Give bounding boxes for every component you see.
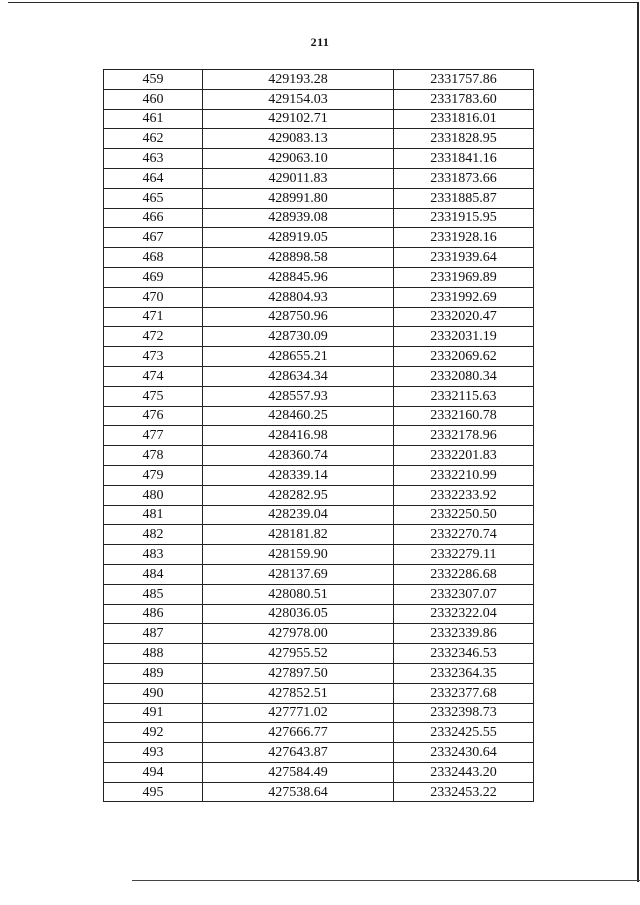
easting-cell: 428991.80	[203, 188, 394, 208]
table-row	[104, 782, 534, 802]
easting-cell: 428750.96	[203, 307, 394, 327]
table-row	[104, 644, 534, 664]
table-row	[104, 624, 534, 644]
easting-cell: 428416.98	[203, 426, 394, 446]
easting-cell: 428939.08	[203, 208, 394, 228]
easting-cell: 428634.34	[203, 366, 394, 386]
easting-cell: 428282.95	[203, 485, 394, 505]
table-row	[104, 743, 534, 763]
point-number-cell: 470	[104, 287, 203, 307]
table-row	[104, 188, 534, 208]
easting-cell: 428360.74	[203, 446, 394, 466]
northing-cell: 2332346.53	[394, 644, 534, 664]
northing-cell: 2332398.73	[394, 703, 534, 723]
point-number-cell: 487	[104, 624, 203, 644]
northing-cell: 2332430.64	[394, 743, 534, 763]
easting-cell: 428919.05	[203, 228, 394, 248]
point-number-cell: 475	[104, 386, 203, 406]
northing-cell: 2332279.11	[394, 545, 534, 565]
northing-cell: 2332307.07	[394, 584, 534, 604]
easting-cell: 428339.14	[203, 465, 394, 485]
point-number-cell: 464	[104, 168, 203, 188]
easting-cell: 429102.71	[203, 109, 394, 129]
northing-cell: 2331757.86	[394, 70, 534, 90]
easting-cell: 429011.83	[203, 168, 394, 188]
easting-cell: 427978.00	[203, 624, 394, 644]
northing-cell: 2332453.22	[394, 782, 534, 802]
easting-cell: 428804.93	[203, 287, 394, 307]
point-number-cell: 463	[104, 149, 203, 169]
easting-cell: 427643.87	[203, 743, 394, 763]
easting-cell: 428080.51	[203, 584, 394, 604]
coordinates-table	[103, 69, 534, 802]
point-number-cell: 459	[104, 70, 203, 90]
easting-cell: 427771.02	[203, 703, 394, 723]
northing-cell: 2332286.68	[394, 564, 534, 584]
northing-cell: 2332270.74	[394, 525, 534, 545]
point-number-cell: 474	[104, 366, 203, 386]
northing-cell: 2332233.92	[394, 485, 534, 505]
table-row	[104, 584, 534, 604]
table-row	[104, 703, 534, 723]
point-number-cell: 481	[104, 505, 203, 525]
northing-cell: 2332020.47	[394, 307, 534, 327]
northing-cell: 2332210.99	[394, 465, 534, 485]
table-row	[104, 228, 534, 248]
northing-cell: 2331816.01	[394, 109, 534, 129]
point-number-cell: 490	[104, 683, 203, 703]
point-number-cell: 467	[104, 228, 203, 248]
point-number-cell: 479	[104, 465, 203, 485]
point-number-cell: 484	[104, 564, 203, 584]
northing-cell: 2331828.95	[394, 129, 534, 149]
northing-cell: 2332425.55	[394, 723, 534, 743]
table-row	[104, 129, 534, 149]
point-number-cell: 478	[104, 446, 203, 466]
point-number-cell: 469	[104, 267, 203, 287]
easting-cell: 428460.25	[203, 406, 394, 426]
easting-cell: 427852.51	[203, 683, 394, 703]
northing-cell: 2331969.89	[394, 267, 534, 287]
table-row	[104, 604, 534, 624]
point-number-cell: 471	[104, 307, 203, 327]
table-row	[104, 89, 534, 109]
point-number-cell: 460	[104, 89, 203, 109]
easting-cell: 428730.09	[203, 327, 394, 347]
table-row	[104, 386, 534, 406]
easting-cell: 428137.69	[203, 564, 394, 584]
point-number-cell: 488	[104, 644, 203, 664]
easting-cell: 428845.96	[203, 267, 394, 287]
scan-edge-bottom	[132, 880, 640, 881]
table-row	[104, 70, 534, 90]
point-number-cell: 466	[104, 208, 203, 228]
northing-cell: 2332250.50	[394, 505, 534, 525]
easting-cell: 428557.93	[203, 386, 394, 406]
point-number-cell: 494	[104, 762, 203, 782]
table-row	[104, 525, 534, 545]
point-number-cell: 477	[104, 426, 203, 446]
table-row	[104, 168, 534, 188]
easting-cell: 427584.49	[203, 762, 394, 782]
easting-cell: 428655.21	[203, 347, 394, 367]
table-row	[104, 208, 534, 228]
northing-cell: 2332178.96	[394, 426, 534, 446]
northing-cell: 2331928.16	[394, 228, 534, 248]
easting-cell: 428159.90	[203, 545, 394, 565]
easting-cell: 429193.28	[203, 70, 394, 90]
point-number-cell: 495	[104, 782, 203, 802]
table-row	[104, 406, 534, 426]
table-row	[104, 564, 534, 584]
table-row	[104, 327, 534, 347]
point-number-cell: 489	[104, 663, 203, 683]
northing-cell: 2332115.63	[394, 386, 534, 406]
point-number-cell: 486	[104, 604, 203, 624]
table-row	[104, 109, 534, 129]
northing-cell: 2332069.62	[394, 347, 534, 367]
table-row	[104, 723, 534, 743]
point-number-cell: 462	[104, 129, 203, 149]
northing-cell: 2332080.34	[394, 366, 534, 386]
table-row	[104, 446, 534, 466]
point-number-cell: 491	[104, 703, 203, 723]
point-number-cell: 461	[104, 109, 203, 129]
northing-cell: 2331783.60	[394, 89, 534, 109]
easting-cell: 428898.58	[203, 248, 394, 268]
point-number-cell: 493	[104, 743, 203, 763]
table-row	[104, 505, 534, 525]
northing-cell: 2332443.20	[394, 762, 534, 782]
scan-edge-right	[637, 2, 639, 882]
northing-cell: 2331992.69	[394, 287, 534, 307]
point-number-cell: 480	[104, 485, 203, 505]
easting-cell: 427955.52	[203, 644, 394, 664]
northing-cell: 2332322.04	[394, 604, 534, 624]
table-row	[104, 149, 534, 169]
table-row	[104, 307, 534, 327]
table-row	[104, 347, 534, 367]
northing-cell: 2332031.19	[394, 327, 534, 347]
table-row	[104, 248, 534, 268]
table-row	[104, 663, 534, 683]
table-row	[104, 683, 534, 703]
table-row	[104, 485, 534, 505]
northing-cell: 2332160.78	[394, 406, 534, 426]
easting-cell: 427666.77	[203, 723, 394, 743]
point-number-cell: 492	[104, 723, 203, 743]
easting-cell: 429063.10	[203, 149, 394, 169]
table-row	[104, 287, 534, 307]
easting-cell: 428181.82	[203, 525, 394, 545]
table-row	[104, 267, 534, 287]
point-number-cell: 483	[104, 545, 203, 565]
scan-edge-top	[8, 2, 638, 3]
table-row	[104, 465, 534, 485]
table-row	[104, 366, 534, 386]
point-number-cell: 485	[104, 584, 203, 604]
point-number-cell: 482	[104, 525, 203, 545]
easting-cell: 428239.04	[203, 505, 394, 525]
northing-cell: 2331885.87	[394, 188, 534, 208]
northing-cell: 2332201.83	[394, 446, 534, 466]
table-row	[104, 545, 534, 565]
table-row	[104, 762, 534, 782]
point-number-cell: 473	[104, 347, 203, 367]
northing-cell: 2332339.86	[394, 624, 534, 644]
easting-cell: 428036.05	[203, 604, 394, 624]
coordinates-table-body	[104, 70, 534, 802]
easting-cell: 427897.50	[203, 663, 394, 683]
point-number-cell: 476	[104, 406, 203, 426]
point-number-cell: 468	[104, 248, 203, 268]
easting-cell: 427538.64	[203, 782, 394, 802]
point-number-cell: 465	[104, 188, 203, 208]
page-number: 211	[310, 35, 330, 49]
northing-cell: 2332364.35	[394, 663, 534, 683]
northing-cell: 2332377.68	[394, 683, 534, 703]
point-number-cell: 472	[104, 327, 203, 347]
easting-cell: 429083.13	[203, 129, 394, 149]
easting-cell: 429154.03	[203, 89, 394, 109]
northing-cell: 2331939.64	[394, 248, 534, 268]
northing-cell: 2331873.66	[394, 168, 534, 188]
northing-cell: 2331915.95	[394, 208, 534, 228]
northing-cell: 2331841.16	[394, 149, 534, 169]
table-row	[104, 426, 534, 446]
